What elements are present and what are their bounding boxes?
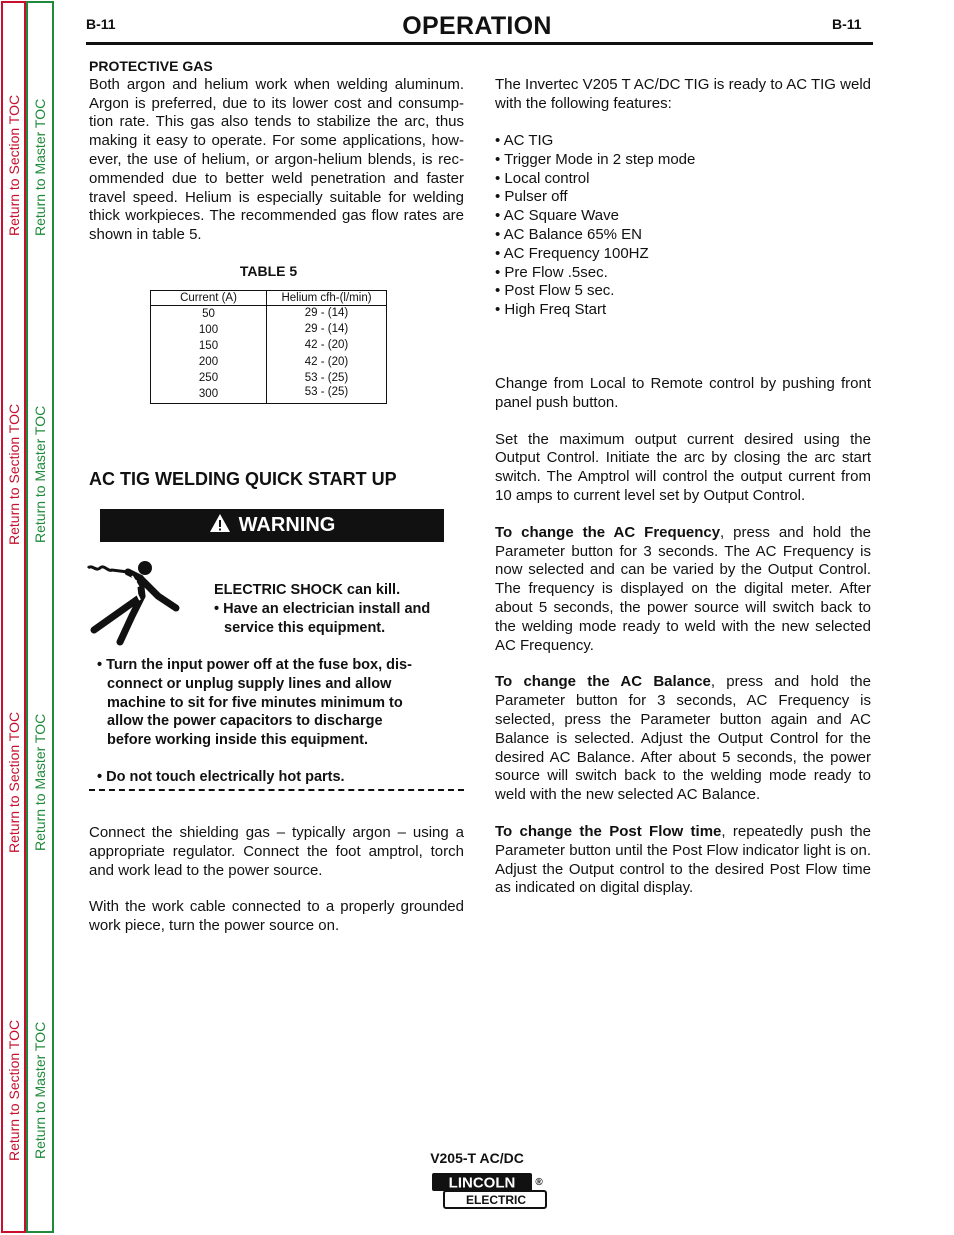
right-column-instructions xyxy=(495,375,871,898)
ac-balance-text: , press and hold the Parameter button for 3 seconds, AC Frequency is selected, press the Parameter button again and AC Balance is selected. Adjust the Output Control for the desired AC Balance. After about 5 seconds, the power source will switch back to the welding mode ready to weld with the new selected AC Balance. xyxy=(495,673,871,804)
warning-bullet-continued: connect or unplug supply lines and allow xyxy=(107,675,392,692)
features-list xyxy=(495,132,871,320)
shock-bullet-continued: service this equipment. xyxy=(224,619,386,636)
gas-flow-table xyxy=(150,290,387,404)
warning-label: WARNING xyxy=(238,514,336,536)
electric-shock-icon xyxy=(84,556,184,648)
table-title: TABLE 5 xyxy=(239,263,298,279)
list-item: • AC Balance 65% EN xyxy=(495,225,642,243)
svg-text:ELECTRIC: ELECTRIC xyxy=(466,1193,526,1207)
warning-separator xyxy=(89,789,464,791)
power-on-paragraph: With the work cable connected to a properly grounded work piece, turn the power source on. xyxy=(89,898,464,935)
page-number-right: B-11 xyxy=(832,16,862,32)
list-item: • Trigger Mode in 2 step mode xyxy=(495,150,696,168)
side-navigation xyxy=(0,0,54,1234)
table-cell-current: 50 xyxy=(202,308,215,320)
table-cell-current: 100 xyxy=(198,324,219,336)
ac-balance-paragraph xyxy=(495,673,871,805)
return-to-master-toc-link[interactable]: Return to Master TOC xyxy=(32,405,48,543)
protective-gas-heading: PROTECTIVE GAS xyxy=(89,58,213,74)
table-cell-helium: 53 - (25) xyxy=(304,372,349,384)
list-item: • AC TIG xyxy=(495,132,554,149)
return-to-section-toc-link[interactable]: Return to Section TOC xyxy=(6,403,22,545)
list-item: • High Freq Start xyxy=(495,301,607,319)
table-cell-helium: 53 - (25) xyxy=(304,386,349,398)
list-item: • Post Flow 5 sec. xyxy=(495,282,615,300)
intro-paragraph: The Invertec V205 T AC/DC TIG is ready to AC TIG weld with the following features: xyxy=(495,76,871,112)
table-cell-current: 300 xyxy=(198,388,219,400)
hot-parts-warning: • Do not touch electrically hot parts. xyxy=(97,768,345,785)
ac-frequency-text: , press and hold the Parameter button for 3 seconds. The AC Frequency is now selected and can be varied by the Output Control. The frequency is displayed on the digital meter. After about 5 seconds, the power source will switch back to the welding mode ready to weld with the new selected AC Frequency. xyxy=(495,523,871,654)
return-to-section-toc-link[interactable]: Return to Section TOC xyxy=(6,1019,22,1161)
model-name: V205-T AC/DC xyxy=(430,1150,524,1166)
warning-bullet-continued: allow the power capacitors to discharge xyxy=(107,713,383,730)
list-item: • Pulser off xyxy=(495,188,568,206)
output-control-paragraph: Set the maximum output current desired using the Output Control. Initiate the arc by closing the arc start switch. The Amptrol will control the output current from 10 amps to current level set by Output Control. xyxy=(495,430,871,504)
power-off-warning xyxy=(97,656,467,787)
table-cell-helium: 42 - (20) xyxy=(304,339,349,351)
ac-balance-lead: To change the AC Balance xyxy=(495,673,711,691)
list-item: • AC Square Wave xyxy=(495,207,619,225)
table-cell-current: 150 xyxy=(198,340,219,352)
return-to-master-toc-link[interactable]: Return to Master TOC xyxy=(32,713,48,851)
connect-paragraph: Connect the shielding gas – typically argon – using a appropriate regulator. Connect the foot amptrol, torch and work lead to the power source. xyxy=(89,824,464,879)
warning-triangle-icon xyxy=(209,513,231,539)
lincoln-electric-logo xyxy=(430,1172,548,1210)
list-item: • Pre Flow .5sec. xyxy=(495,263,608,281)
return-to-section-toc-link[interactable]: Return to Section TOC xyxy=(6,94,22,236)
post-flow-lead: To change the Post Flow time xyxy=(495,822,722,840)
post-flow-text: , repeatedly push the Parameter button until the Post Flow indicator light is on. Adjust the Output control to the desired Post Flow time as indicated on digital display. xyxy=(495,822,871,897)
table-cell-helium: 42 - (20) xyxy=(304,356,349,368)
return-to-section-toc-link[interactable]: Return to Section TOC xyxy=(6,711,22,853)
table-header-current: Current (A) xyxy=(180,292,237,304)
return-to-master-toc-link[interactable]: Return to Master TOC xyxy=(32,98,48,236)
header-rule xyxy=(86,42,873,45)
remote-control-paragraph: Change from Local to Remote control by pushing front panel push button. xyxy=(495,375,871,411)
table-cell-helium: 29 - (14) xyxy=(304,307,349,319)
table-header-rule xyxy=(151,305,386,306)
page-number-left: B-11 xyxy=(86,16,116,32)
warning-bullet-continued: before working inside this equipment. xyxy=(107,732,369,749)
warning-bullet-continued: machine to sit for five minutes minimum to xyxy=(107,694,403,711)
protective-gas-body: Both argon and helium work when welding aluminum. Argon is preferred, due to its lower cost and consump- tion rate. This gas also tends to stabilize the arc, thus making it easy to operate. For some applications, how- ever, the use of helium, or argon-helium blends, is rec- ommended due to better weld penetration and faster travel speed. Helium is especially suitable for welding thick workpieces. The recommended gas flow rates are shown in table 5. xyxy=(89,75,464,244)
table-header-helium: Helium cfh-(l/min) xyxy=(281,292,372,304)
table-cell-current: 250 xyxy=(198,372,219,384)
shock-warning-text xyxy=(214,581,464,637)
post-flow-paragraph xyxy=(495,823,871,898)
table-cell-current: 200 xyxy=(198,356,219,368)
page-title: OPERATION xyxy=(402,12,552,40)
ac-frequency-paragraph xyxy=(495,524,871,656)
warning-bullet: • Turn the input power off at the fuse box, dis- xyxy=(97,657,412,673)
return-to-master-toc-link[interactable]: Return to Master TOC xyxy=(32,1021,48,1159)
ac-frequency-lead: To change the AC Frequency xyxy=(495,523,721,541)
table-cell-helium: 29 - (14) xyxy=(304,323,349,335)
quick-start-heading: AC TIG WELDING QUICK START UP xyxy=(89,469,397,489)
right-column-intro xyxy=(495,76,871,114)
shock-bullet: • Have an electrician install and xyxy=(214,600,431,617)
list-item: • Local control xyxy=(495,169,590,187)
quick-start-body xyxy=(89,824,464,936)
warning-banner xyxy=(100,509,444,542)
svg-text:LINCOLN: LINCOLN xyxy=(448,1174,516,1192)
svg-text:®: ® xyxy=(535,1177,543,1188)
shock-title: ELECTRIC SHOCK can kill. xyxy=(214,582,401,598)
list-item: • AC Frequency 100HZ xyxy=(495,244,649,262)
protective-gas-section xyxy=(89,57,464,245)
